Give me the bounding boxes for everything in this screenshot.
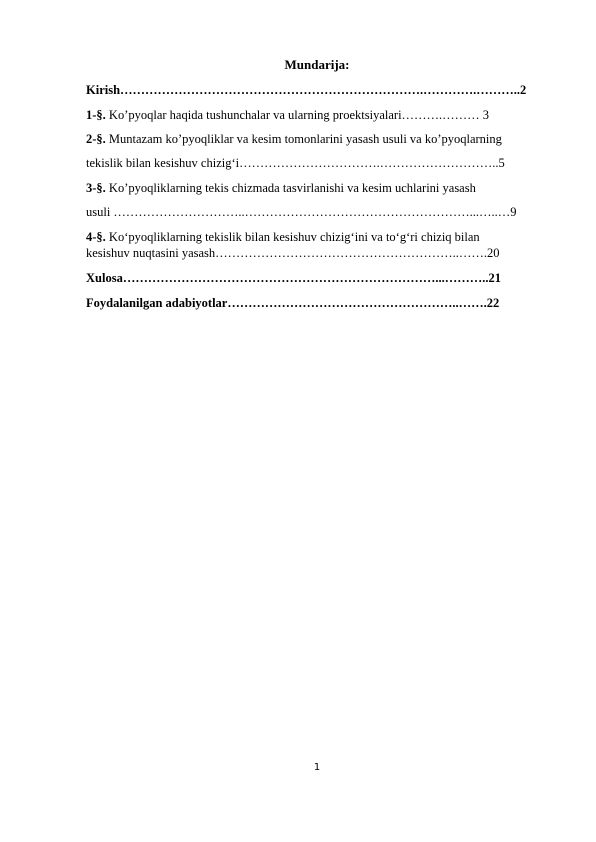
- toc-entry-kirish: Kirish……………………………………………………………….………….………..2: [86, 83, 527, 97]
- toc-entry-2-line1: [86, 131, 549, 147]
- page-number: 1: [313, 762, 321, 773]
- section-number: 3-§.: [86, 181, 106, 195]
- section-number: 1-§.: [86, 108, 106, 122]
- toc-entry-xulosa: Xulosa…………………………………………………………………...………..21: [86, 271, 501, 285]
- toc-title: Mundarija:: [284, 57, 350, 72]
- toc-entry-text: Ko‘pyoqliklarning tekislik bilan kesishuv chizig‘ini va to‘g‘ri chiziq bilan: [105, 230, 480, 244]
- toc-entry-text: Ko’pyoqlar haqida tushunchalar va ularning proektsiyalari……….……… 3: [105, 108, 490, 122]
- toc-entry-text: Ko’pyoqliklarning tekis chizmada tasvirlanishi va kesim uchlarini yasash: [105, 181, 476, 195]
- toc-entry-4-line2: kesishuv nuqtasini yasash…………………………………………………..…….20: [86, 246, 500, 260]
- toc-entry-2-line2: tekislik bilan kesishuv chizig‘i…………………………….………………………..5: [86, 156, 505, 170]
- toc-entry-1: [86, 107, 549, 123]
- toc-entry-adabiyotlar: Foydalanilgan adabiyotlar………………………………………………..…….22: [86, 296, 500, 310]
- toc-entry-4-line1: [86, 229, 549, 245]
- section-number: 4-§.: [86, 230, 106, 244]
- section-number: 2-§.: [86, 132, 106, 146]
- toc-entry-3-line1: [86, 180, 549, 196]
- toc-entry-text: Muntazam ko’pyoqliklar va kesim tomonlarini yasash usuli va ko’pyoqlarning: [105, 132, 502, 146]
- toc-entry-3-line2: usuli …………………………..………………………………………………...…..…9: [86, 205, 517, 219]
